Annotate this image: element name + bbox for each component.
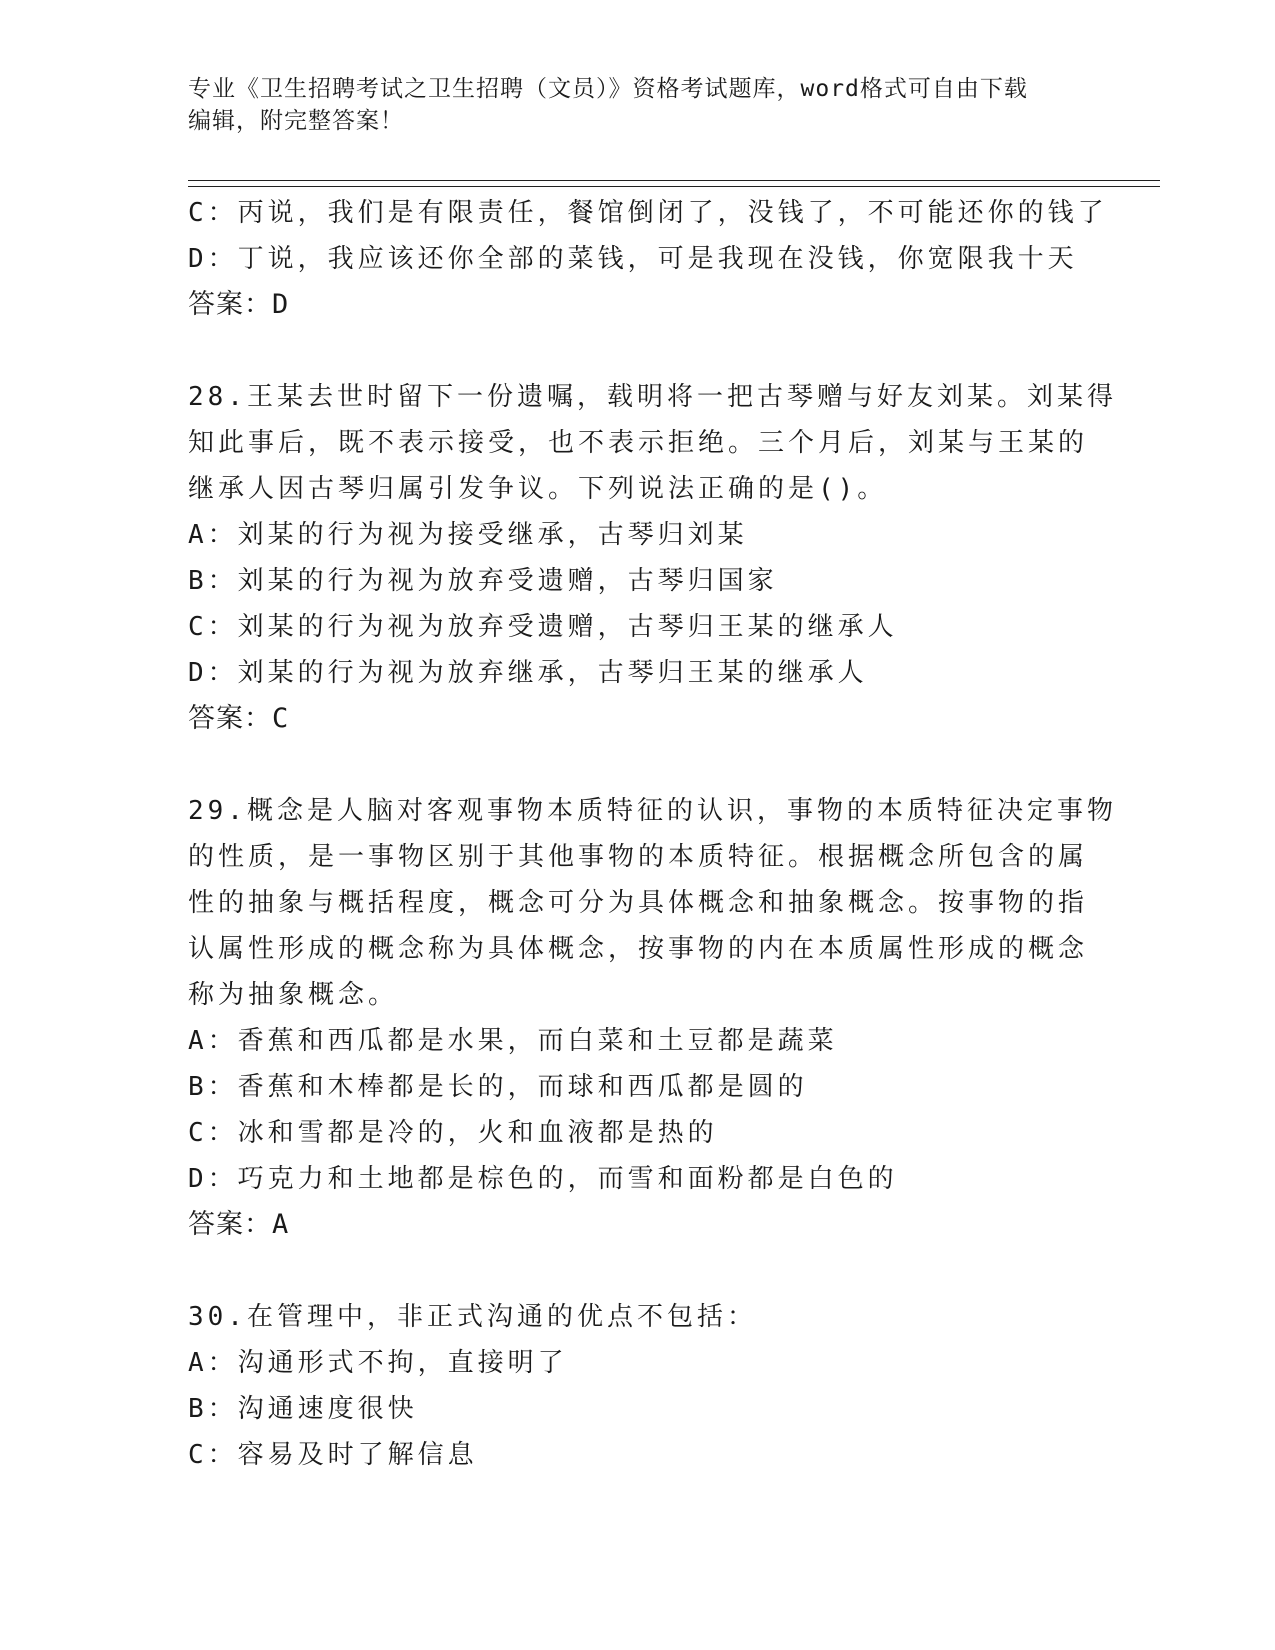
q28-answer: 答案：C [188,703,290,734]
header-divider-top [188,180,1160,181]
q30-option-c: C：容易及时了解信息 [188,1440,478,1470]
q30-option-a: A：沟通形式不拘，直接明了 [188,1348,568,1378]
q27-option-d: D：丁说，我应该还你全部的菜钱，可是我现在没钱，你宽限我十天 [188,244,1078,274]
q28-option-a: A：刘某的行为视为接受继承，古琴归刘某 [188,520,748,550]
q30-option-b: B：沟通速度很快 [188,1394,418,1424]
q29-option-b: B：香蕉和木棒都是长的，而球和西瓜都是圆的 [188,1072,808,1102]
spacer [188,328,1088,374]
q29-option-d: D：巧克力和土地都是棕色的，而雪和面粉都是白色的 [188,1164,898,1194]
q29-stem-line-4: 认属性形成的概念称为具体概念，按事物的内在本质属性形成的概念 [188,934,1089,964]
spacer [188,1248,1088,1294]
q28-option-d: D：刘某的行为视为放弃继承，古琴归王某的继承人 [188,658,868,688]
header-divider-bottom [188,186,1160,187]
q29-option-c: C：冰和雪都是冷的，火和血液都是热的 [188,1118,718,1148]
q28-stem-line-1: 28.王某去世时留下一份遗嘱，载明将一把古琴赠与好友刘某。刘某得 [188,382,1117,412]
q27-answer: 答案：D [188,289,290,320]
spacer [188,742,1088,788]
q29-stem-line-5: 称为抽象概念。 [188,980,399,1010]
header-title-line-1: 专业《卫生招聘考试之卫生招聘（文员）》资格考试题库，word格式可自由下载 [188,76,1028,102]
q28-option-c: C：刘某的行为视为放弃受遗赠，古琴归王某的继承人 [188,612,898,642]
q28-option-b: B：刘某的行为视为放弃受遗赠，古琴归国家 [188,566,778,596]
q29-option-a: A：香蕉和西瓜都是水果，而白菜和土豆都是蔬菜 [188,1026,838,1056]
q27-option-c: C：丙说，我们是有限责任，餐馆倒闭了，没钱了，不可能还你的钱了 [188,198,1108,228]
q29-answer: 答案：A [188,1209,290,1240]
header-title-line-2: 编辑，附完整答案！ [188,108,404,134]
q30-stem-line-1: 30.在管理中，非正式沟通的优点不包括： [188,1302,757,1332]
document-body [188,190,1117,1478]
q29-stem-line-3: 性的抽象与概括程度，概念可分为具体概念和抽象概念。按事物的指 [188,888,1089,918]
q28-stem-line-2: 知此事后，既不表示接受，也不表示拒绝。三个月后，刘某与王某的 [188,428,1089,458]
document-header [188,73,1088,137]
q29-stem-line-1: 29.概念是人脑对客观事物本质特征的认识，事物的本质特征决定事物 [188,796,1117,826]
q28-stem-line-3: 继承人因古琴归属引发争议。下列说法正确的是()。 [188,474,888,504]
q29-stem-line-2: 的性质，是一事物区别于其他事物的本质特征。根据概念所包含的属 [188,842,1089,872]
